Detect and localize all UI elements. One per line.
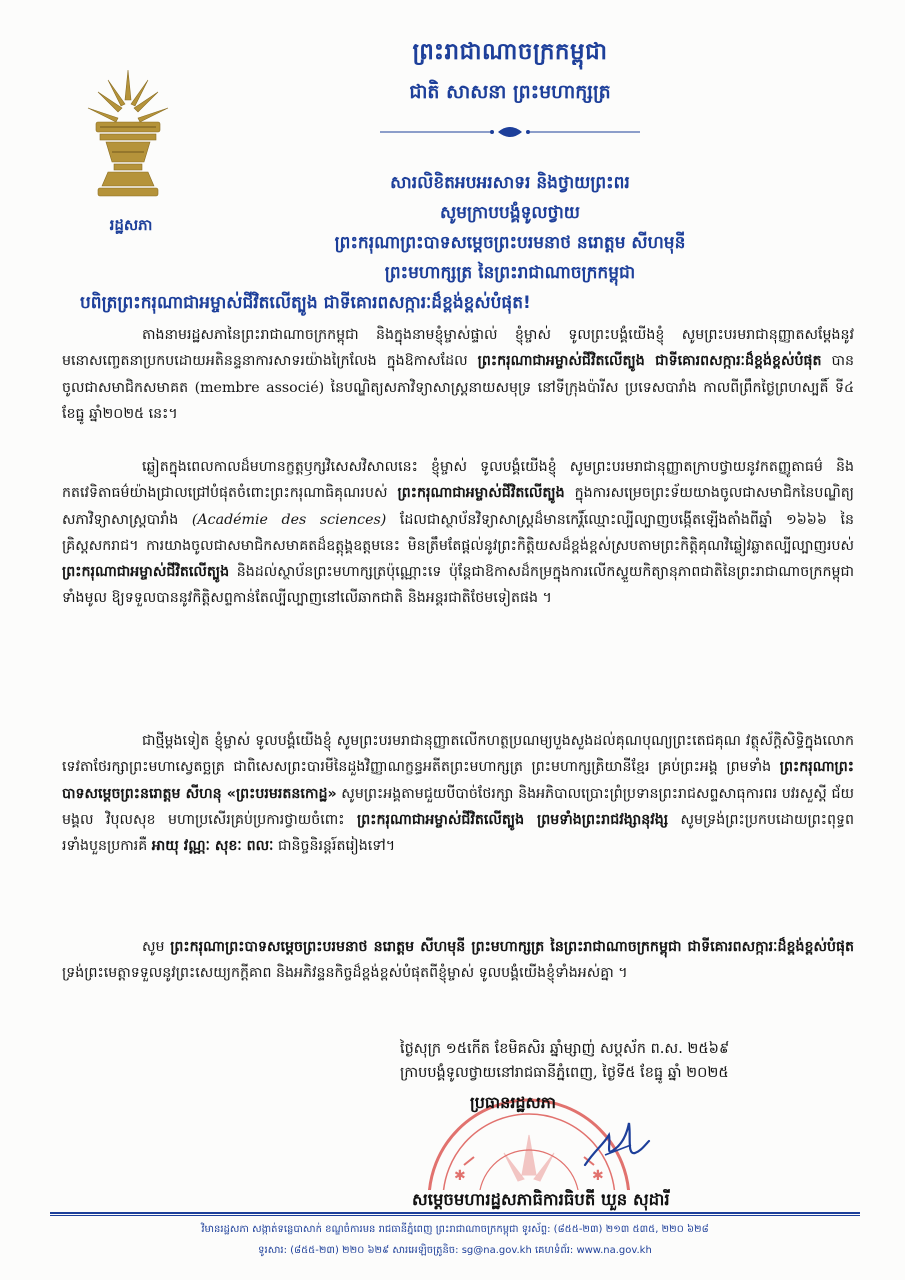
svg-text:✱: ✱ [592, 1168, 604, 1184]
footer-contact: ទូរសារ: (៨៥៥-២៣) ២២០ ៦២៩ សារអេឡិចត្រូនិច: sg@na.gov.kh គេហទំព័រ: www.na.gov.kh [258, 1245, 652, 1256]
assembly-name-label: រដ្ឋសភា [109, 216, 153, 234]
paragraph-text: ដែលជាស្ថាប័នវិទ្យាសាស្ត្រដ៏មានកេរ្តិ៍ឈ្មោះល្បីល្បាញបង្កើតឡើងតាំងពីឆ្នាំ ១៦៦៦ នៃគ្រិស្តសករាជ។ ការយាងចូលជាសមាជិកសមាគតដ៏ឧត្តុង្គឧត្តមនេះ មិនត្រឹមតែផ្តល់នូវព្រះកិត្តិយសដ៏ខ្ពង់ខ្ពស់ស្របតាមព្រះកិត្តិគុណវិឆ្លៀវឆ្លាតល្បីល្បាញរបស់ [62, 511, 854, 554]
paragraph-1 [62, 322, 854, 427]
address-line: សូមក្រាបបង្គំទូលថ្វាយ [440, 203, 580, 223]
lunar-date: ថ្ងៃសុក្រ ១៥កើត ខែមិគសិរ ឆ្នាំម្សាញ់ សប្តស័ក ព.ស. ២៥៦៩ [400, 1041, 730, 1057]
kingdom-title: ព្រះរាជាណាចក្រកម្ពុជា [412, 39, 608, 65]
letter-title: សារលិខិតអបអរសាទរ និងថ្វាយព្រះពរ [390, 173, 630, 193]
paragraph-text: សូមទ្រង់ព្រះប្រកបដោយព្រះពុទ្ធពរទាំងបួនប្រការគឺ [62, 811, 854, 855]
emphasis-text: ព្រះករុណាជាអម្ចាស់ជីវិតលើត្បូង [397, 485, 565, 502]
handwritten-signature [575, 1115, 655, 1175]
recipient-title: ព្រះមហាក្សត្រ នៃព្រះរាជាណាចក្រកម្ពុជា [384, 263, 636, 283]
paragraph-3 [62, 728, 854, 859]
national-motto: ជាតិ សាសនា ព្រះមហាក្សត្រ [409, 81, 611, 103]
paragraph-text: សូម [142, 939, 171, 955]
emphasis-text: ព្រះករុណាព្រះបាទសម្តេចព្រះបរមនាថ នរោត្តម សីហមុនី ព្រះមហាក្សត្រ នៃព្រះរាជាណាចក្រកម្ពុជា ជាទីគោរពសក្ការៈដ៏ខ្ពង់ខ្ពស់បំផុត [170, 939, 854, 955]
emphasis-text: ព្រះករុណាជាអម្ចាស់ជីវិតលើត្បូង ជាទីគោរពសក្ការៈដ៏ខ្ពង់ខ្ពស់បំផុត [477, 353, 822, 370]
italic-text: (Académie des sciences) [191, 511, 387, 528]
paragraph-text: សូមព្រះអង្គតាមជួយបីបាច់ថែរក្សា និងអភិបាលប្រោះព្រំប្រទានព្រះរាជសព្ទសាធុការពរ បវរសួស្តី ជ័យមង្គល វិបុលសុខ មហាប្រសើរគ្រប់ប្រការថ្វាយចំពោះ [62, 785, 854, 828]
emphasis-text: ព្រះករុណាព្រះបាទសម្តេចព្រះនរោត្តម សីហនុ «ព្រះបរមរតនកោដ្ឋ» [62, 759, 854, 802]
emphasis-text: ព្រះករុណាជាអម្ចាស់ជីវិតលើត្បូង [62, 564, 230, 581]
emphasis-text: ព្រះករុណាជាអម្ចាស់ជីវិតលើត្បូង ព្រមទាំងព្រះរាជវង្សានុវង្ស [357, 811, 669, 828]
paragraph-text: ឆ្លៀតក្នុងពេលកាលដ៏មហានក្ខត្តឫក្សវិសេសវិសាលនេះ ខ្ញុំម្ចាស់ ទូលបង្គំយើងខ្ញុំ សូមព្រះបរមរាជានុញ្ញាតក្រាបថ្វាយនូវកតញ្ញូតាធម៌ និងកតវេទិតាធម៌យ៉ាងជ្រាលជ្រៅបំផុតចំពោះព្រះករុណាធិគុណរបស់ [62, 459, 854, 502]
footer-divider [50, 1215, 860, 1216]
emphasis-text: អាយុ វណ្ណៈ សុខៈ ពលៈ [151, 838, 274, 855]
svg-text:✱: ✱ [454, 1168, 466, 1184]
place-and-date: ក្រាបបង្គំទូលថ្វាយនៅរាជធានីភ្នំពេញ, ថ្ងៃទី៥ ខែធ្នូ ឆ្នាំ ២០២៥ [400, 1065, 729, 1081]
footer-divider [50, 1212, 860, 1214]
salutation: បពិត្រព្រះករុណាជាអម្ចាស់ជីវិតលើត្បូង ជាទីគោរពសក្ការៈដ៏ខ្ពង់ខ្ពស់បំផុត! [80, 293, 531, 313]
paragraph-text: ទ្រង់ព្រះមេត្តាទទួលនូវព្រះសេយ្យកក្តីគាព និងអភិវន្ទនកិច្ចដ៏ខ្ពង់ខ្ពស់បំផុតពីខ្ញុំម្ចាស់ ទូលបង្គំយើងខ្ញុំទាំងអស់គ្នា ។ [62, 965, 628, 982]
paragraph-text: ជាថ្មីម្តងទៀត ខ្ញុំម្ចាស់ ទូលបង្គំយើងខ្ញុំ សូមព្រះបរមរាជានុញ្ញាតលើកហត្ថប្រណម្យបួងសួងដល់គុណបុណ្យព្រះតេជគុណ វត្ថុស័ក្តិសិទ្ធិក្នុងលោក ទេវតាថែរក្សាព្រះមហាស្វេតច្ឆត្រ ជាពិសេសព្រះបារមីនៃដួងវិញ្ញាណក្ខន្ធអតីតព្រះមហាក្សត្រ ព្រះមហាក្សត្រិយានីខ្មែរ គ្រប់ព្រះអង្គ ព្រមទាំង [62, 733, 854, 776]
paragraph-text: ក្នុងការសម្រេចព្រះទ័យយាងចូលជាសមាជិកនៃបណ្ឌិត្យសភាវិទ្យាសាស្ត្របារាំង [62, 485, 854, 528]
footer-address: វិមានរដ្ឋសភា សង្កាត់ទន្លេបាសាក់ ខណ្ឌចំការមន រាជធានីភ្នំពេញ ព្រះរាជាណាចក្រកម្ពុជា ទូរស័ព្ទ: (៨៥៥-២៣) ២១៣ ៥៣៥, ២២០ ៦២៨ [201, 1224, 709, 1235]
recipient-name: ព្រះករុណាព្រះបាទសម្តេចព្រះបរមនាថ នរោត្តម សីហមុនី [334, 233, 686, 253]
divider-ornament-icon [360, 122, 660, 142]
paragraph-4 [62, 934, 854, 987]
paragraph-2 [62, 454, 854, 612]
paragraph-text: បានចូលជាសមាជិកសមាគត (membre associé) នៃបណ្ឌិត្យសភាវិទ្យាសាស្ត្រនាយសមុទ្រ នៅទីក្រុងប៉ារីស ប្រទេសបារាំង កាលពីព្រឹកថ្ងៃព្រហស្បតិ៍ ទី៤ ខែធ្នូ ឆ្នាំ២០២៥ នេះ។ [62, 353, 855, 422]
paragraph-text: តាងនាមរដ្ឋសភានៃព្រះរាជាណាចក្រកម្ពុជា និងក្នុងនាមខ្ញុំម្ចាស់ផ្ទាល់ ខ្ញុំម្ចាស់ ទូលព្រះបង្គំយើងខ្ញុំ សូមព្រះបរមរាជានុញ្ញាតសម្តែងនូវមនោសញ្ចេតនាប្រកបដោយអតិនន្ទនាការសាទរយ៉ាងក្រៃលែង ក្នុងឱកាសដែល [62, 327, 854, 370]
paragraph-text: និងដល់ស្ថាប័នព្រះមហាក្សត្រប៉ុណ្ណោះទេ ប៉ុន្តែជាឱកាសដ៏កម្រក្នុងការលើកស្ទួយកិត្យានុភាពជាតិនៃព្រះរាជាណាចក្រកម្ពុជាទាំងមូល ឱ្យទទួលបាននូវកិត្តិសព្ទកាន់តែល្បីល្បាញនៅលើឆាកជាតិ និងអន្តរជាតិថែមទៀតផង ។ [62, 564, 854, 607]
paragraph-text: ជានិច្ចនិរន្តរ៍តរៀងទៅ។ [273, 838, 396, 855]
signer-title: ប្រធានរដ្ឋសភា [470, 1093, 557, 1112]
signer-name: សម្តេចមហារដ្ឋសភាធិការធិបតី ឃួន សុដារី [412, 1190, 670, 1209]
